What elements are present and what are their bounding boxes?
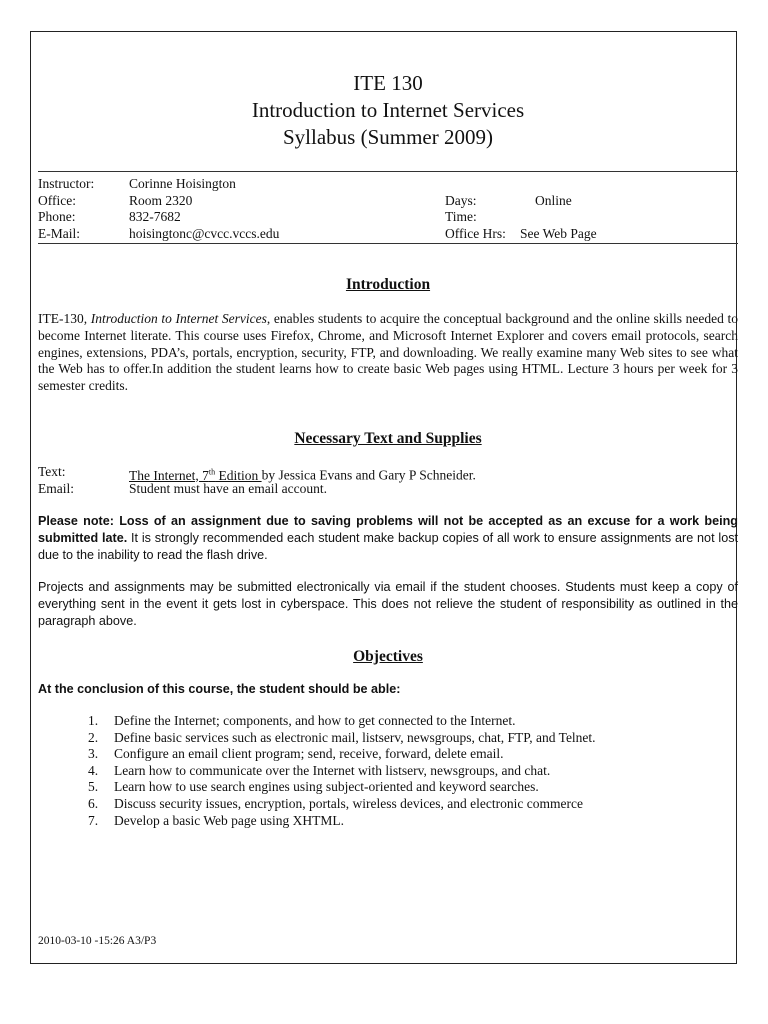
footer-stamp: 2010-03-10 -15:26 A3/P3 [38,935,157,947]
objective-number: 7. [88,812,99,828]
objective-number: 6. [88,795,99,811]
projects-paragraph: Projects and assignments may be submitted electronically via email if the student chooses. Students must keep a copy of everything sent in the event it gets lost in cyberspace. This does not relieve the student of responsibility as outlined in the paragraph above. [38,580,738,628]
objective-item [88,746,596,763]
office-label: Office: [38,192,76,208]
introduction-heading [38,276,738,294]
objectives-heading-text: Objectives [353,648,423,665]
note-bold: Please note: Loss of an assignment due to saving problems will not be accepted as an excuse for a work being submitted late. [38,514,738,545]
objective-text: Discuss security issues, encryption, portals, wireless devices, and electronic commerce [114,795,583,811]
objective-item [88,713,596,730]
objective-item [88,730,596,747]
phone-value: 832-7682 [129,209,181,224]
info-bottom-rule [38,243,738,244]
supplies-heading [38,430,738,448]
objective-text: Define basic services such as electronic mail, listserv, newsgroups, chat, FTP, and Telnet. [114,729,596,745]
time-label: Time: [445,209,477,224]
document-body [38,40,738,960]
objective-item [88,779,596,796]
objective-text: Configure an email client program; send, receive, forward, delete email. [114,746,504,762]
text-label: Text: [38,464,66,479]
objective-number: 2. [88,729,99,745]
supplies-list [38,464,738,498]
syllabus-title: Syllabus (Summer 2009) [283,125,493,149]
objectives-list [88,713,596,829]
office-hrs-label: Office Hrs: [445,225,506,241]
phone-label: Phone: [38,209,76,224]
days-label: Days: [445,192,477,208]
objectives-heading [38,648,738,666]
note-rest: It is strongly recommended each student make backup copies of all work to ensure assignments are not lost due to the inability to read the flash drive. [38,530,738,562]
course-code: ITE 130 [353,71,423,95]
objective-text: Learn how to communicate over the Internet with listserv, newsgroups, and chat. [114,762,551,778]
objective-number: 1. [88,713,99,728]
email-label: E-Mail: [38,225,80,241]
instructor-label: Instructor: [38,176,95,191]
days-value: Online [535,192,572,208]
intro-italic-title: Introduction to Internet Services [90,311,267,326]
objective-number: 4. [88,762,99,778]
intro-body: , enables students to acquire the conceptual background and the online skills needed to become Internet literate. This course uses Firefox, Chrome, and Microsoft Internet Explorer and covers email protocols, search engines, extensions, PDA’s, portals, encryption, security, FTP, and downloading. We really examine many Web sites to see what the Web has to offer.In addition the student learns how to create basic Web pages using HTML. Lecture 3 hours per week for 3 semester credits. [38,311,739,394]
objective-item [88,796,596,813]
objective-number: 3. [88,746,99,762]
course-title: Introduction to Internet Services [251,98,525,122]
supplies-heading-text: Necessary Text and Supplies [294,430,482,447]
objective-item [88,813,596,830]
office-hrs-value: See Web Page [520,225,597,241]
instructor-info [38,176,738,244]
textbook-name: The Internet, 7 [129,467,209,483]
office-value: Room 2320 [129,192,193,208]
textbook-edition-sup: th [208,467,216,476]
textbook-edition: Edition [215,467,262,483]
instructor-value: Corinne Hoisington [129,176,236,191]
objective-item [88,763,596,780]
note-paragraph [38,513,738,563]
intro-lead: ITE-130, [38,311,91,326]
info-top-rule [38,171,738,172]
objective-number: 5. [88,779,99,795]
objective-text: Develop a basic Web page using XHTML. [114,812,344,828]
email-req-value: Student must have an email account. [129,480,327,496]
introduction-heading-text: Introduction [345,276,431,293]
objective-text: Define the Internet; components, and how to get connected to the Internet. [114,713,516,728]
email-req-label: Email: [38,480,74,496]
introduction-paragraph [38,311,738,395]
textbook-authors: by Jessica Evans and Gary P Schneider. [261,467,476,483]
email-value: hoisingtonc@cvcc.vccs.edu [129,225,280,241]
objective-text: Learn how to use search engines using subject-oriented and keyword searches. [114,779,539,795]
objectives-intro: At the conclusion of this course, the student should be able: [38,682,401,696]
